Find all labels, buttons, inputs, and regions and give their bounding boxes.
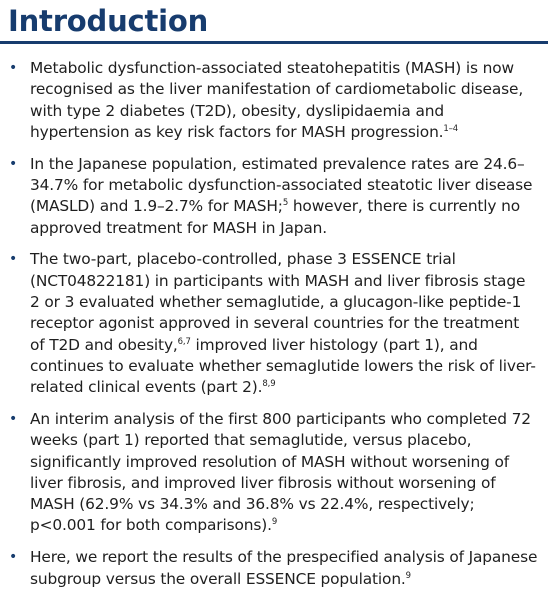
reference-superscript: 9 [405, 570, 411, 581]
bullet-item [8, 58, 538, 143]
bullet-text: however, there is currently no approved treatment for MASH in Japan. [30, 197, 520, 237]
reference-superscript: 6,7 [177, 336, 191, 347]
bullet-marker: • [9, 60, 18, 76]
bullet-text: The two-part, placebo-controlled, phase 3 ESSENCE trial (NCT04822181) in participants with MASH and liver fibrosis stage 2 or 3 evaluated whether semaglutide, a glucagon-like peptide-1 receptor agonist approved in several countries for the treatment of T2D and obesity, [30, 250, 526, 354]
bullet-list [8, 58, 538, 590]
reference-superscript: 9 [271, 517, 278, 528]
bullet-text: An interim analysis of the first 800 participants who completed 72 weeks (part 1) reported that semaglutide, versus placebo, significantly improved resolution of MASH without worsening of liver fibrosis, and improved liver fibrosis without worsening of MASH (62.9% vs 34.3% and 36.8% vs 22.4%, respectively; p<0.001 for both comparisons). [30, 409, 531, 535]
reference-superscript: 8,9 [262, 379, 276, 390]
bullet-marker: • [9, 549, 18, 566]
bullet-item [8, 547, 538, 590]
bullet-item [8, 154, 538, 239]
reference-superscript: 5 [282, 198, 289, 209]
bullet-marker: • [9, 155, 18, 172]
bullet-text: improved liver histology (part 1), and continues to evaluate whether semaglutide lowers the risk of liver-related clinical events (part 2). [30, 335, 536, 397]
bullet-item [8, 249, 538, 398]
bullet-marker: • [9, 410, 18, 427]
bullet-text: In the Japanese population, estimated prevalence rates are 24.6–34.7% for metabolic dysfunction-associated steatotic liver disease (MASLD) and 1.9–2.7% for MASH; [30, 154, 533, 216]
section-title: Introduction [8, 4, 209, 38]
bullet-marker: • [9, 251, 18, 268]
reference-superscript: 1–4 [443, 123, 459, 134]
bullet-text: Metabolic dysfunction-associated steatohepatitis (MASH) is now recognised as the liver manifestation of cardiometabolic disease, with type 2 diabetes (T2D), obesity, dyslipidaemia and hypertension as key risk factors for MASH progression. [30, 59, 524, 141]
bullet-text: Here, we report the results of the prespecified analysis of Japanese subgroup versus the overall ESSENCE population. [30, 548, 538, 588]
title-underline [0, 41, 548, 44]
bullet-item [8, 409, 538, 537]
